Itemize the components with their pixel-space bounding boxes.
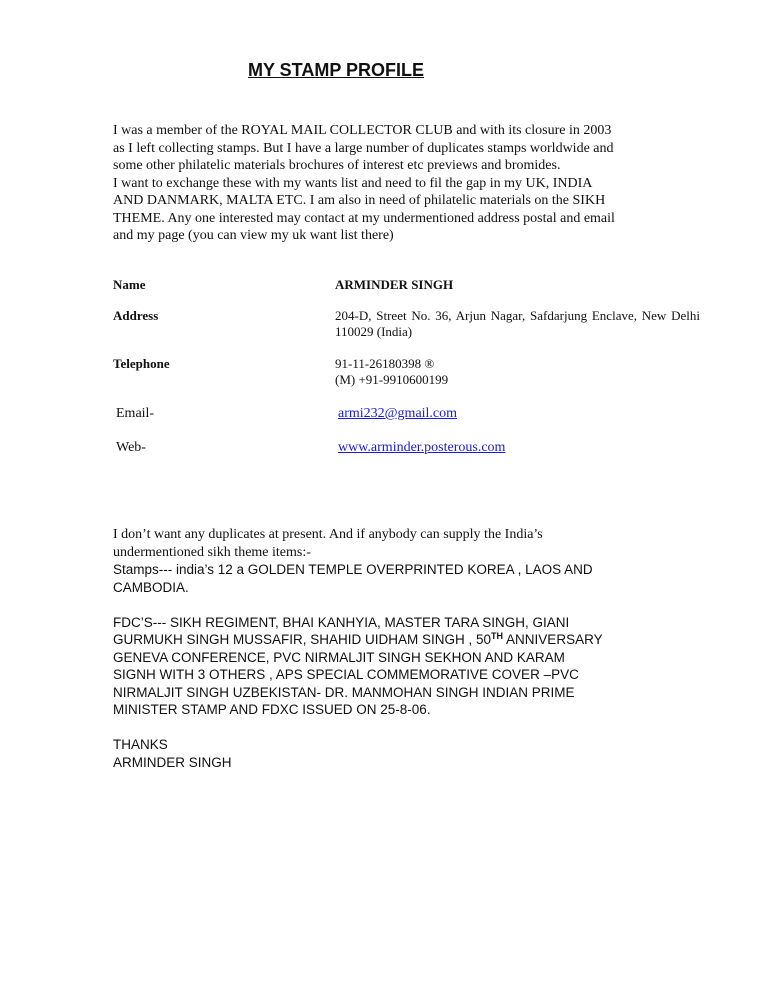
page-title: MY STAMP PROFILE — [248, 60, 425, 80]
wants-line: I don’t want any duplicates at present. And if anybody can supply the India’s — [113, 527, 543, 542]
telephone-landline: 91-11-26180398 ® — [335, 356, 435, 371]
intro-line: AND DANMARK, MALTA ETC. I am also in need of philatelic materials on the SIKH — [113, 193, 606, 208]
stamps-line: Stamps--- india’s 12 a GOLDEN TEMPLE OVERPRINTED KOREA , LAOS AND — [113, 562, 593, 577]
intro-line: I was a member of the ROYAL MAIL COLLECTOR CLUB and with its closure in 2003 — [113, 123, 612, 138]
telephone-value — [335, 356, 700, 388]
fdc-line: MINISTER STAMP AND FDXC ISSUED ON 25-8-06. — [113, 702, 431, 717]
spacer — [113, 719, 673, 737]
stamps-line: CAMBODIA. — [113, 579, 189, 595]
fdc-line: GENEVA CONFERENCE, PVC NIRMALJIT SINGH SEKHON AND KARAM — [113, 649, 565, 665]
name-value: ARMINDER SINGH — [335, 277, 454, 292]
name-label: Name — [113, 277, 146, 292]
intro-line: as I left collecting stamps. But I have a large number of duplicates stamps worldwide and — [113, 140, 614, 156]
fdc-text: ANNIVERSARY — [503, 632, 603, 647]
intro-line: I want to exchange these with my wants list and need to fil the gap in my UK, INDIA — [113, 175, 593, 191]
fdc-line — [113, 631, 673, 649]
intro-line: and my page (you can view my uk want list there) — [113, 228, 394, 243]
wants-section — [113, 526, 673, 771]
address-value: 204-D, Street No. 36, Arjun Nagar, Safdarjung Enclave, New Delhi 110029 (India) — [335, 308, 700, 339]
intro-paragraph — [113, 122, 673, 245]
web-link[interactable]: www.arminder.posterous.com — [338, 440, 506, 455]
spacer — [113, 596, 673, 614]
ordinal-superscript: TH — [491, 631, 504, 641]
fdc-line: FDC’S--- SIKH REGIMENT, BHAI KANHYIA, MASTER TARA SINGH, GIANI — [113, 614, 570, 630]
email-label: Email- — [116, 406, 155, 421]
telephone-label: Telephone — [113, 356, 170, 371]
intro-line: some other philatelic materials brochures of interest etc previews and bromides. — [113, 158, 561, 173]
fdc-text: GURMUKH SINGH MUSSAFIR, SHAHID UIDHAM SINGH , 50 — [113, 632, 492, 647]
fdc-line: SIGNH WITH 3 OTHERS , APS SPECIAL COMMEMORATIVE COVER –PVC — [113, 667, 579, 682]
signature-text: ARMINDER SINGH — [113, 754, 232, 770]
thanks-text: THANKS — [113, 737, 168, 752]
intro-line: THEME. Any one interested may contact at my undermentioned address postal and email — [113, 210, 615, 226]
telephone-mobile: (M) +91-9910600199 — [335, 372, 449, 387]
fdc-line: NIRMALJIT SINGH UZBEKISTAN- DR. MANMOHAN SINGH INDIAN PRIME — [113, 684, 575, 700]
web-label: Web- — [116, 440, 146, 455]
email-link[interactable]: armi232@gmail.com — [338, 406, 458, 421]
wants-line: undermentioned sikh theme items:- — [113, 544, 311, 560]
address-label: Address — [113, 308, 159, 323]
